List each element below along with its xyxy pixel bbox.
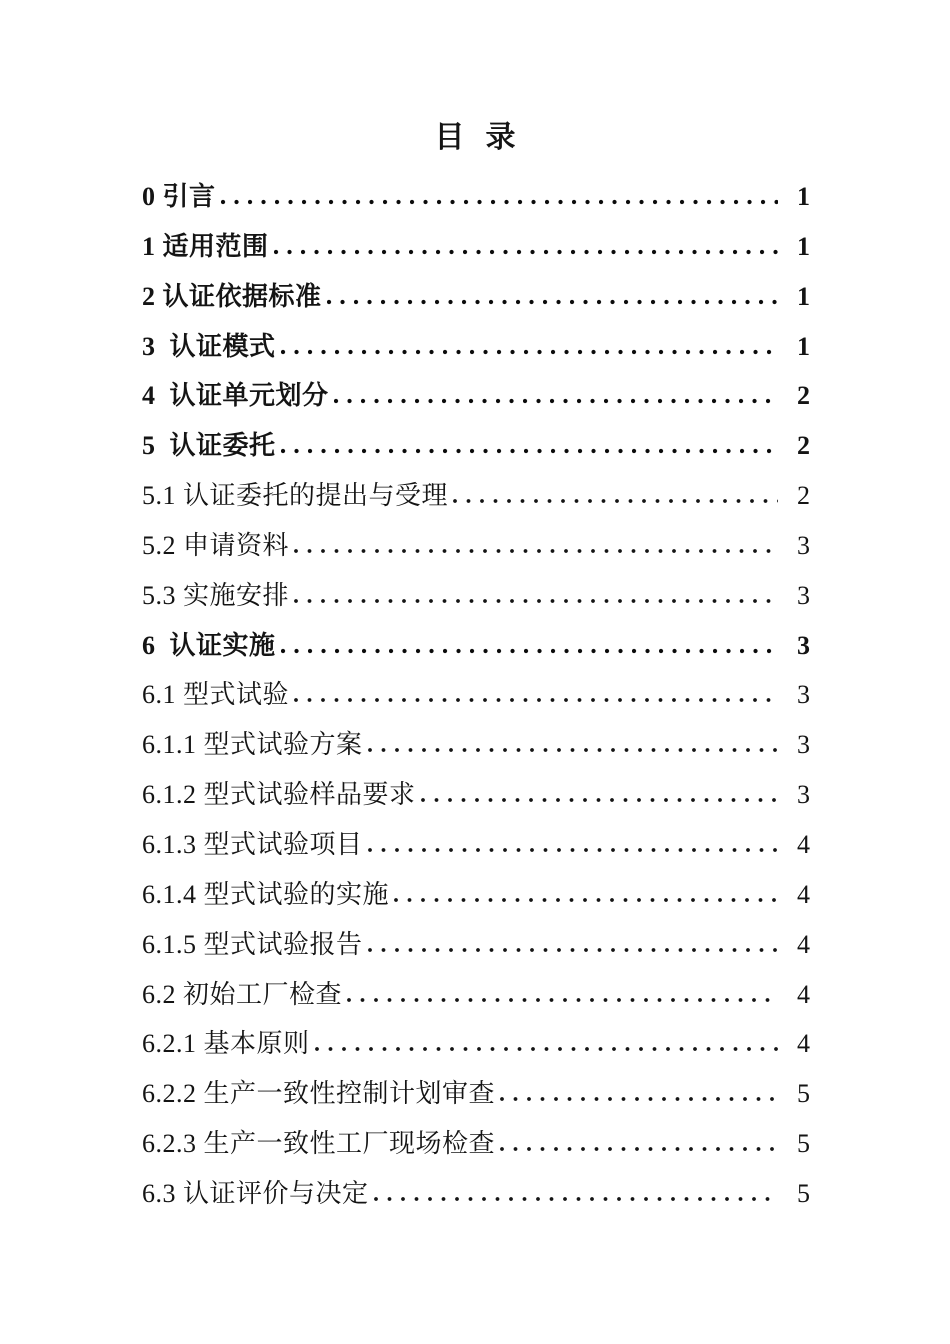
toc-entry-label: 3 认证模式 [142,331,276,361]
toc-entry-label: 6 认证实施 [142,630,276,660]
dot-leader [368,747,778,753]
dot-leader [368,947,778,953]
toc-entry-page: 3 [797,680,810,710]
dot-leader [274,249,778,255]
toc-entry-label: 6.1.4 型式试验的实施 [142,879,390,909]
toc-entry-page: 1 [797,182,810,211]
toc-entry [142,222,810,272]
toc-entry-page: 3 [797,780,810,810]
toc-entry-page: 5 [797,1129,810,1159]
toc-entry-label: 6.1.1 型式试验方案 [142,730,363,760]
toc-entry [142,471,810,521]
dot-leader [294,548,778,554]
dot-leader [453,498,778,504]
toc-entry-page: 4 [797,879,810,909]
toc-entry [142,172,810,222]
toc-entry [142,272,810,322]
toc-entry-label: 6.1.5 型式试验报告 [142,929,363,959]
toc-entry-label: 6.1 型式试验 [142,680,290,710]
dot-leader [294,697,778,703]
toc-entry-label: 6.1.2 型式试验样品要求 [142,780,416,810]
toc-entry [142,421,810,471]
dot-leader [281,448,778,454]
dot-leader [394,897,778,903]
dot-leader [315,1046,778,1052]
toc-entry-page: 4 [797,979,810,1009]
toc-entry [142,1019,810,1069]
toc-entry-page: 4 [797,929,810,959]
toc-entry [142,1119,810,1169]
dot-leader [374,1196,778,1202]
dot-leader [421,797,778,803]
toc-entry [142,870,810,920]
toc-entry-label: 1 适用范围 [142,231,269,261]
toc-entry-page: 2 [797,381,810,411]
toc-entry-page: 1 [797,331,810,361]
toc-entry [142,521,810,571]
toc-entry [142,571,810,621]
toc-entry-page: 4 [797,829,810,859]
toc-entry [142,770,810,820]
toc-entry-label: 5.3 实施安排 [142,580,290,610]
toc-entry [142,820,810,870]
toc-entry [142,720,810,770]
toc-entry [142,920,810,970]
toc-entry [142,970,810,1020]
toc-entry [142,670,810,720]
dot-leader [500,1146,778,1152]
toc-entry [142,621,810,671]
dot-leader [294,598,778,604]
toc-entry-page: 2 [797,481,810,511]
dot-leader [281,349,778,355]
toc-entry-page: 3 [797,730,810,760]
toc-entry-page: 1 [797,231,810,261]
toc-entry-page: 3 [797,530,810,560]
dot-leader [221,199,778,205]
toc-entry-page: 3 [797,580,810,610]
toc-entry [142,1069,810,1119]
dot-leader [347,997,778,1003]
dot-leader [334,398,778,404]
toc-entry-label: 6.2.1 基本原则 [142,1029,310,1059]
toc-entry-page: 4 [797,1029,810,1059]
toc-entry-page: 5 [797,1178,810,1208]
toc-entry-label: 6.2.2 生产一致性控制计划审查 [142,1079,496,1109]
toc-entry-label: 5.2 申请资料 [142,530,290,560]
toc-entry-page: 3 [797,630,810,660]
toc-entry-label: 6.3 认证评价与决定 [142,1178,369,1208]
toc-entry-label: 5.1 认证委托的提出与受理 [142,481,449,511]
dot-leader [500,1096,778,1102]
toc-entry-label: 6.1.3 型式试验项目 [142,829,363,859]
toc-entry-label: 2 认证依据标准 [142,281,322,311]
toc-entry [142,1169,810,1219]
table-of-contents [142,172,810,1219]
toc-entry [142,322,810,372]
toc-entry-label: 6.2.3 生产一致性工厂现场检查 [142,1129,496,1159]
dot-leader [368,847,778,853]
dot-leader [281,648,778,654]
toc-entry-page: 2 [797,431,810,461]
toc-entry-label: 4 认证单元划分 [142,381,329,411]
toc-entry-page: 5 [797,1079,810,1109]
toc-entry-page: 1 [797,281,810,311]
toc-entry-label: 6.2 初始工厂检查 [142,979,343,1009]
page-title: 目 录 [434,121,518,154]
toc-entry-label: 5 认证委托 [142,431,276,461]
toc-entry [142,371,810,421]
toc-entry-label: 0 引言 [142,182,216,211]
dot-leader [327,299,778,305]
